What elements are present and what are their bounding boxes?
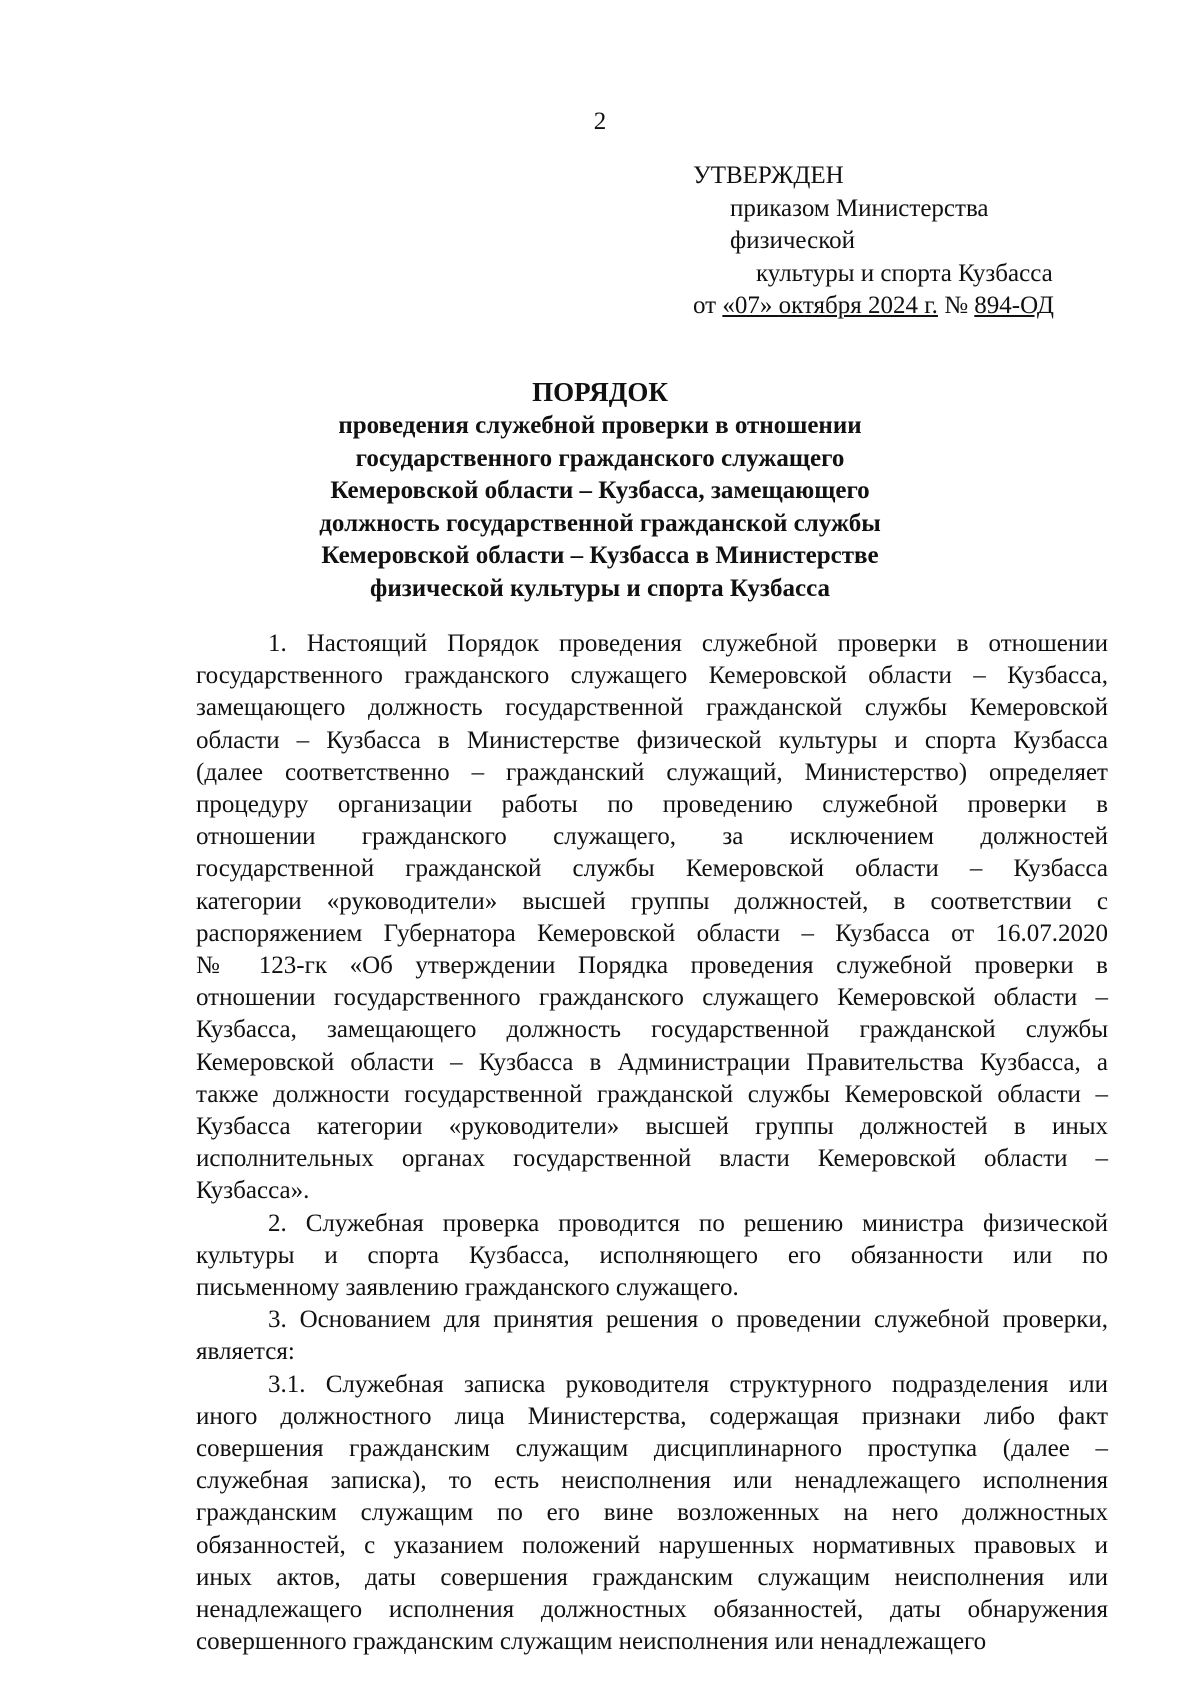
paragraph-line: 1. Настоящий Порядок проведения служебной проверки в отношении xyxy=(268,630,1108,657)
paragraph-line: процедуру организации работы по проведению служебной проверки в xyxy=(196,791,1108,819)
approval-heading: УТВЕРЖДЕН xyxy=(693,162,844,189)
page-number: 2 xyxy=(593,108,607,135)
paragraph-line: исполнительных органах государственной власти Кемеровской области – xyxy=(196,1145,1108,1173)
subtitle-line: Кемеровской области – Кузбасса в Министерстве xyxy=(321,542,879,569)
subtitle-line: проведения служебной проверки в отношении xyxy=(338,412,862,439)
paragraph-4 xyxy=(196,1369,1108,1659)
paragraph-line: 3.1. Служебная записка руководителя структурного подразделения или xyxy=(268,1370,1108,1398)
subtitle-line: физической культуры и спорта Кузбасса xyxy=(370,574,830,602)
paragraph-line: обязанностей, с указанием положений нарушенных нормативных правовых и xyxy=(196,1531,1108,1559)
paragraph-3 xyxy=(196,1304,1108,1368)
paragraph-2 xyxy=(196,1208,1108,1305)
paragraph-line: категории «руководители» высшей группы должностей, в соответствии с xyxy=(196,887,1108,915)
paragraph-line: ненадлежащего исполнения должностных обязанностей, даты обнаружения xyxy=(196,1596,1108,1624)
paragraph-line: 3. Основанием для принятия решения о проведении служебной проверки, xyxy=(268,1306,1108,1334)
paragraph-line: государственной гражданской службы Кемеровской области – Кузбасса xyxy=(196,855,1108,883)
paragraph-line: Кузбасса». xyxy=(196,1177,310,1205)
approval-line-date xyxy=(693,290,1113,323)
paragraph-line: письменному заявлению гражданского служащего. xyxy=(196,1274,739,1302)
document-body xyxy=(196,628,1108,1659)
approval-date-value: «07» октября 2024 г. xyxy=(722,292,938,319)
approval-date-prefix: от xyxy=(693,292,723,319)
paragraph-line: Кемеровской области – Кузбасса в Администрации Правительства Кузбасса, а xyxy=(196,1048,1108,1076)
paragraph-1 xyxy=(196,628,1108,1208)
paragraph-line: замещающего должность государственной гражданской службы Кемеровской xyxy=(196,694,1108,722)
paragraph-line: Кузбасса категории «руководители» высшей группы должностей в иных xyxy=(196,1113,1108,1141)
approval-line-ministry: культуры и спорта Кузбасса xyxy=(756,259,1053,287)
paragraph-line: культуры и спорта Кузбасса, исполняющего его обязанности или по xyxy=(196,1241,1108,1269)
paragraph-line: № 123-гк «Об утверждении Порядка проведения служебной проверки в xyxy=(196,952,1108,980)
paragraph-line: Кузбасса, замещающего должность государственной гражданской службы xyxy=(196,1016,1108,1044)
subtitle-line: должность государственной гражданской службы xyxy=(319,509,881,537)
paragraph-line: отношении государственного гражданского служащего Кемеровской области – xyxy=(196,984,1108,1012)
approval-line-order: приказом Министерства физической xyxy=(730,194,989,254)
paragraph-line: также должности государственной гражданской службы Кемеровской области – xyxy=(196,1080,1108,1108)
paragraph-line: области – Кузбасса в Министерстве физической культуры и спорта Кузбасса xyxy=(196,726,1108,754)
paragraph-line: служебная записка), то есть неисполнения или ненадлежащего исполнения xyxy=(196,1467,1108,1495)
document-title: ПОРЯДОК xyxy=(532,377,668,407)
paragraph-line: иных актов, даты совершения гражданским служащим неисполнения или xyxy=(196,1563,1108,1591)
document-title-block xyxy=(180,374,1020,605)
subtitle-line: государственного гражданского служащего xyxy=(355,444,845,472)
paragraph-line: иного должностного лица Министерства, содержащая признаки либо факт xyxy=(196,1402,1108,1430)
paragraph-line: отношении гражданского служащего, за исключением должностей xyxy=(196,823,1108,851)
approval-number-value: 894-ОД xyxy=(974,292,1054,319)
paragraph-line: гражданским служащим по его вине возложенных на него должностных xyxy=(196,1499,1108,1527)
document-subtitle xyxy=(180,410,1020,605)
paragraph-line: распоряжением Губернатора Кемеровской области – Кузбасса от 16.07.2020 xyxy=(196,919,1108,947)
paragraph-line: совершенного гражданским служащим неисполнения или ненадлежащего xyxy=(196,1628,987,1656)
subtitle-line: Кемеровской области – Кузбасса, замещающего xyxy=(330,477,870,504)
paragraph-line: государственного гражданского служащего Кемеровской области – Кузбасса, xyxy=(196,662,1108,690)
paragraph-line: является: xyxy=(196,1338,295,1366)
approval-number-prefix: № xyxy=(937,292,975,319)
paragraph-line: 2. Служебная проверка проводится по решению министра физической xyxy=(268,1209,1108,1237)
paragraph-line: совершения гражданским служащим дисциплинарного проступка (далее – xyxy=(196,1435,1108,1463)
paragraph-line: (далее соответственно – гражданский служащий, Министерство) определяет xyxy=(196,758,1108,786)
approval-stamp-block xyxy=(693,160,1113,323)
